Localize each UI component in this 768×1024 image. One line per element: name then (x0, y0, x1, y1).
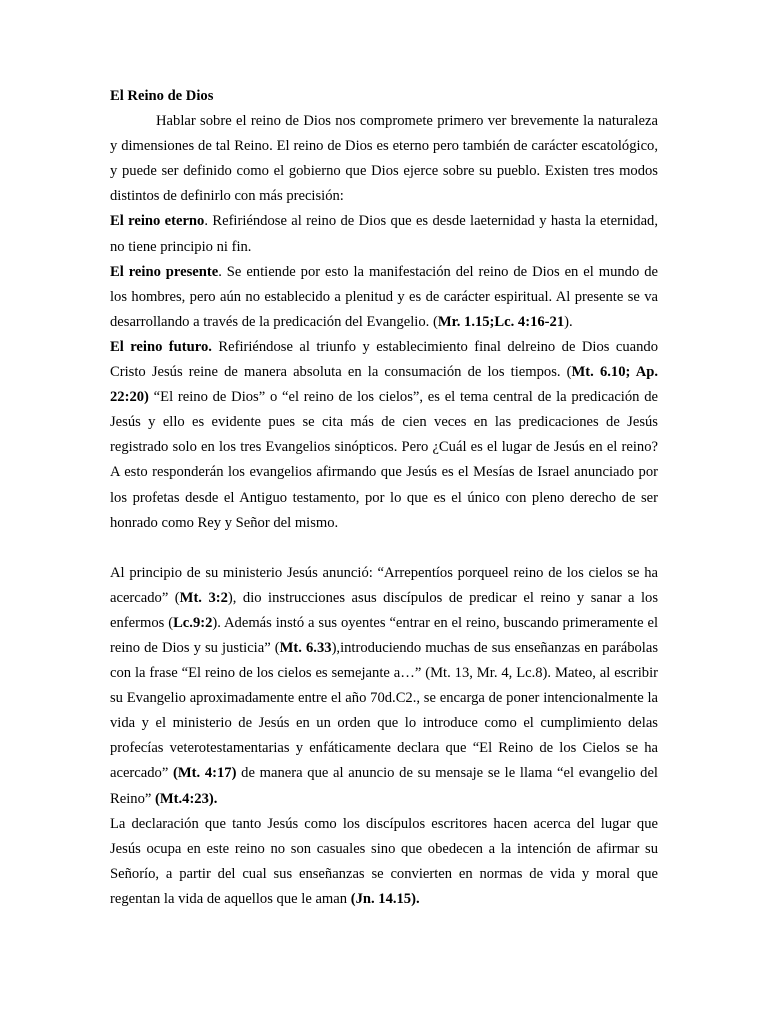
ministerio-t4: ),introduciendo muchas de sus enseñanzas en parábolas con la frase “El reino de los cielos es semejante a…” (Mt. 13, Mr. 4, Lc.8). Mateo, al escribir su Evangelio aproximadamente entre el año 70d.C2., se encarga de poner intencionalmente la vida y el ministerio de Jesús en un orden que lo introduce como el cumplimiento delas profecías veterotestamentarias y enfáticamente declara que “El Reino de los Cielos se ha acercado” (110, 639, 659, 782)
reino-eterno-paragraph (110, 209, 658, 259)
reino-futuro-text1: Refiriéndose al triunfo y establecimiento final delreino de Dios cuando Cristo Jesús reine de manera absoluta en la consumación de los tiempos. ( (110, 338, 658, 381)
ministerio-r3: Mt. 6.33 (279, 639, 332, 656)
ministerio-t5: de manera que al anuncio de su mensaje se le llama “el evangelio del Reino” (110, 765, 658, 807)
declaracion-text: La declaración que tanto Jesús como los discípulos escritores hacen acerca del lugar que Jesús ocupa en este reino no son casuales sino que obedecen a la intención de afirmar su Señorío, a partir del cual sus enseñanzas se convierten en normas de vida y moral que regentan la vida de aquellos que le aman (110, 815, 658, 907)
ministerio-paragraph (110, 561, 658, 812)
reino-futuro-text2: “El reino de Dios” o “el reino de los cielos”, es el tema central de la predicación de Jesús y ello es evidente pues se cita más de cien veces en las predicaciones de Jesús registrado solo en los tres Evangelios sinópticos. Pero ¿Cuál es el lugar de Jesús en el reino? A esto responderán los evangelios afirmando que Jesús es el Mesías de Israel anunciado por los profetas desde el Antiguo testamento, por lo que es el único con pleno derecho de ser honrado como Rey y Señor del mismo. (110, 389, 658, 531)
paragraph-gap (110, 536, 658, 561)
document-body (110, 84, 658, 912)
intro-paragraph: Hablar sobre el reino de Dios nos compromete primero ver brevemente la naturaleza y dimensiones de tal Reino. El reino de Dios es eterno pero también de carácter escatológico, y puede ser definido como el gobierno que Dios ejerce sobre su pueblo. Existen tres modos distintos de definirlo con más precisión: (110, 113, 658, 205)
document-title: El Reino de Dios (110, 88, 214, 104)
ministerio-t1: Al principio de su ministerio Jesús anunció: “Arrepentíos porqueel reino de los cielos se ha acercado” ( (110, 564, 658, 606)
declaracion-paragraph (110, 812, 658, 912)
ministerio-r5: (Mt.4:23). (155, 790, 218, 807)
reino-futuro-label: El reino futuro. (110, 338, 212, 355)
reino-presente-end: ). (564, 313, 573, 330)
reino-eterno-text: . Refiriéndose al reino de Dios que es desde laeternidad y hasta la eternidad, no tiene principio ni fin. (110, 213, 658, 255)
reino-presente-label: El reino presente (110, 263, 219, 280)
ministerio-r2: Lc.9:2 (173, 614, 213, 631)
reino-presente-paragraph (110, 260, 658, 335)
declaracion-ref: (Jn. 14.15). (350, 890, 420, 907)
reino-presente-text: . Se entiende por esto la manifestación del reino de Dios en el mundo de los hombres, pero aún no establecido a plenitud y es de carácter espiritual. Al presente se va desarrollando a través de la predicación del Evangelio. ( (110, 263, 658, 330)
ministerio-r4: (Mt. 4:17) (173, 765, 237, 782)
ministerio-t2: ), dio instrucciones asus discípulos de predicar el reino y sanar a los enfermos ( (110, 589, 658, 631)
reino-eterno-label: El reino eterno (110, 213, 205, 230)
ministerio-r1: Mt. 3:2 (179, 589, 228, 606)
reino-futuro-paragraph (110, 335, 658, 536)
reino-presente-ref: Mr. 1.15;Lc. 4:16-21 (437, 313, 565, 330)
ministerio-t3: ). Además instó a sus oyentes “entrar en el reino, buscando primeramente el reino de Dios y su justicia” ( (110, 614, 659, 656)
reino-futuro-ref1: Mt. 6.10; Ap. 22:20) (110, 364, 658, 406)
